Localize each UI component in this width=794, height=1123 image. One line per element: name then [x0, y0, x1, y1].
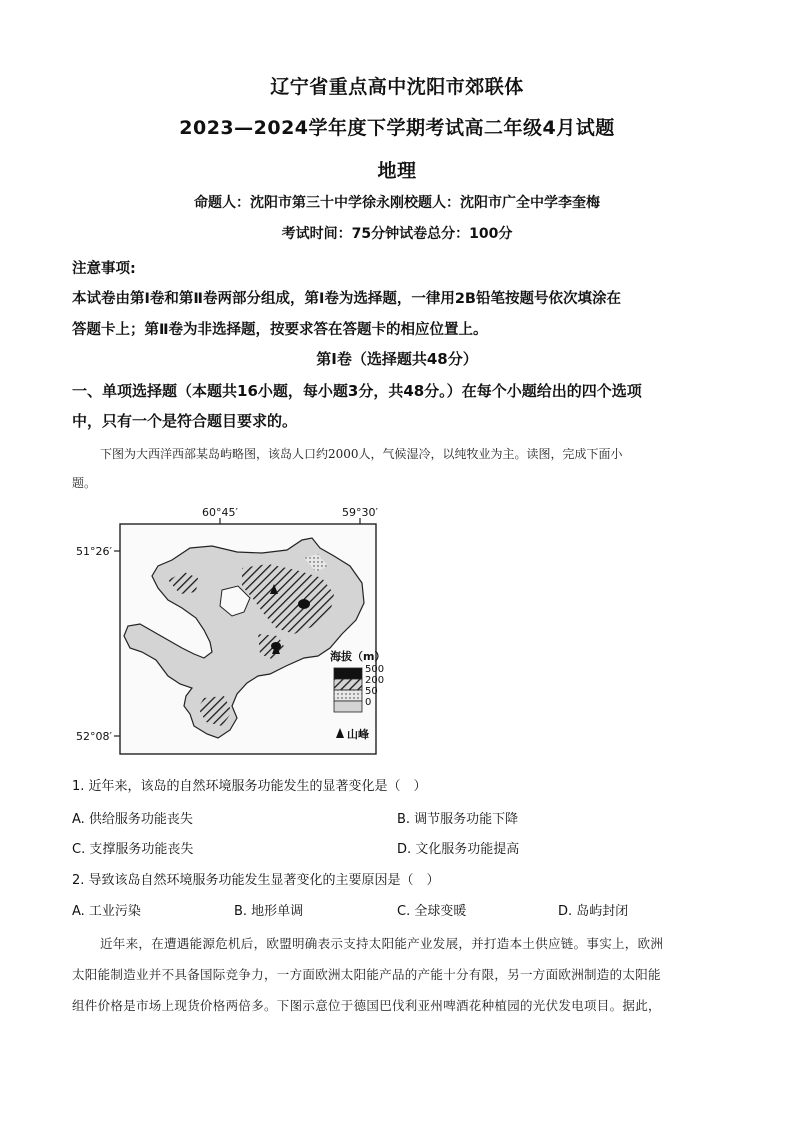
exam-title-line1: 辽宁省重点高中沈阳市郊联体	[270, 76, 524, 98]
passage-line2: 太阳能制造业并不具备国际竞争力，一方面欧洲太阳能产品的产能十分有限，另一方面欧洲制造的太阳能	[72, 967, 661, 982]
question-2-option-a[interactable]: A. 工业污染	[72, 904, 141, 919]
legend-swatch-hatch	[334, 679, 362, 690]
question-stem-line2: 题。	[72, 476, 97, 490]
lat-label-2: 52°08′	[76, 730, 112, 743]
question-1-option-b[interactable]: B. 调节服务功能下降	[397, 812, 519, 827]
notes-line2: 答题卡上；第Ⅱ卷为非选择题，按要求答在答题卡的相应位置上。	[72, 322, 488, 338]
island-map-svg	[72, 508, 392, 760]
section-heading-line2: 中，只有一个是符合题目要求的。	[72, 412, 298, 430]
exam-title-line2: 2023—2024学年度下学期考试高二年级4月试题	[179, 117, 615, 139]
question-1-stem: 1. 近年来，该岛的自然环境服务功能发生的显著变化是（ ）	[72, 779, 427, 794]
legend-value-500: 500	[365, 664, 385, 675]
notes-line1: 本试卷由第Ⅰ卷和第Ⅱ卷两部分组成，第Ⅰ卷为选择题，一律用2B铅笔按题号依次填涂在	[72, 291, 621, 307]
authors-line: 命题人：沈阳市第三十中学徐永刚校题人：沈阳市广全中学李奎梅	[194, 195, 600, 211]
question-2-option-d[interactable]: D. 岛屿封闭	[558, 904, 629, 919]
legend-peak-label: 山峰	[347, 728, 369, 741]
summit-dark-area-1	[298, 599, 310, 609]
legend-value-200: 200	[365, 675, 385, 686]
passage-line1: 近年来，在遭遇能源危机后，欧盟明确表示支持太阳能产业发展，并打造本土供应链。事实上，欧洲	[100, 936, 664, 951]
island-map-figure	[72, 508, 392, 760]
question-2-option-c[interactable]: C. 全球变暖	[397, 904, 467, 919]
legend-value-0: 0	[365, 697, 372, 708]
legend-swatch-dark	[334, 668, 362, 679]
notes-heading: 注意事项:	[72, 261, 136, 277]
lat-label-1: 51°26′	[76, 545, 112, 558]
passage-line3: 组件价格是市场上现货价格两倍多。下图示意位于德国巴伐利亚州啤酒花种植园的光伏发电项目。据此，	[72, 998, 661, 1013]
legend-value-50: 50	[365, 686, 378, 697]
question-1-option-d[interactable]: D. 文化服务功能提高	[397, 842, 520, 857]
exam-info-line: 考试时间：75分钟试卷总分：100分	[281, 226, 513, 242]
subject-title: 地理	[377, 160, 417, 182]
question-2-stem: 2. 导致该岛自然环境服务功能发生显著变化的主要原因是（ ）	[72, 873, 440, 888]
legend-title: 海拔（m）	[330, 650, 386, 663]
lon-label-1: 60°45′	[202, 508, 238, 519]
lon-label-2: 59°30′	[342, 508, 378, 519]
question-1-option-a[interactable]: A. 供给服务功能丧失	[72, 812, 193, 827]
question-1-option-c[interactable]: C. 支撑服务功能丧失	[72, 842, 194, 857]
section-heading-line1: 一、单项选择题（本题共16小题，每小题3分，共48分。）在每个小题给出的四个选项	[72, 382, 642, 400]
legend-swatch-dots	[334, 690, 362, 701]
question-stem-line1: 下图为大西洋西部某岛屿略图，该岛人口约2000人，气候湿冷，以纯牧业为主。读图，完成下面小	[100, 447, 623, 461]
question-2-option-b[interactable]: B. 地形单调	[234, 904, 304, 919]
legend-swatch-light	[334, 701, 362, 712]
part1-title: 第Ⅰ卷（选择题共48分）	[316, 350, 478, 368]
